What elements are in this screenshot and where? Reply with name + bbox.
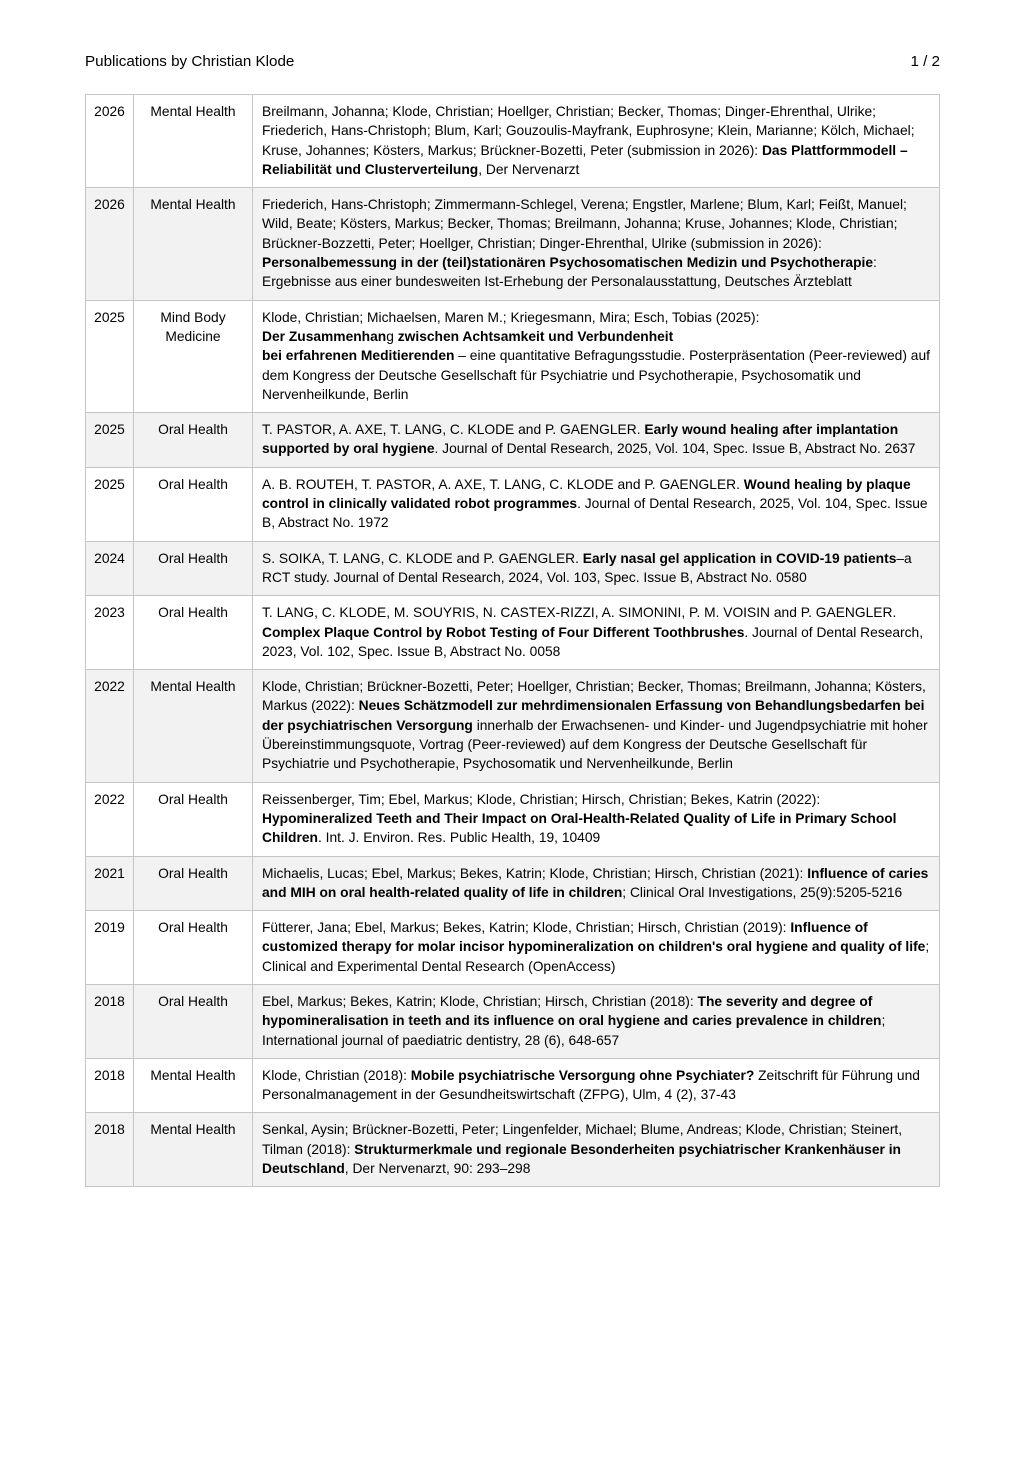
- category-cell: Mental Health: [134, 188, 253, 300]
- publication-cell: Breilmann, Johanna; Klode, Christian; Hoellger, Christian; Becker, Thomas; Dinger-Ehrenthal, Ulrike; Friederich, Hans-Christoph; Blum, Karl; Gouzoulis-Mayfrank, Euphrosyne; Klein, Marianne; Kölch, Michael; Kruse, Johannes; Kösters, Markus; Brückner-Bozetti, Peter (submission in 2026): Das Plattformmodell – Reliabilität und Clusterverteilung, Der Nervenarzt: [253, 95, 940, 188]
- publication-cell: Ebel, Markus; Bekes, Katrin; Klode, Christian; Hirsch, Christian (2018): The severity and degree of hypomineralisation in teeth and its influence on oral hygiene and caries prevalence in children; International journal of paediatric dentistry, 28 (6), 648-657: [253, 984, 940, 1058]
- table-row: [86, 596, 940, 670]
- page-number: 1 / 2: [910, 53, 940, 70]
- table-row: [86, 1058, 940, 1113]
- category-cell: Oral Health: [134, 782, 253, 856]
- publication-cell: A. B. ROUTEH, T. PASTOR, A. AXE, T. LANG, C. KLODE and P. GAENGLER. Wound healing by plaque control in clinically validated robot programmes. Journal of Dental Research, 2025, Vol. 104, Spec. Issue B, Abstract No. 1972: [253, 467, 940, 541]
- year-cell: 2025: [86, 467, 134, 541]
- category-cell: Mental Health: [134, 1113, 253, 1187]
- table-row: [86, 413, 940, 468]
- category-cell: Oral Health: [134, 984, 253, 1058]
- year-cell: 2019: [86, 911, 134, 985]
- category-cell: Oral Health: [134, 856, 253, 911]
- category-cell: Mind Body Medicine: [134, 300, 253, 412]
- table-row: [86, 541, 940, 596]
- publication-cell: Klode, Christian; Michaelsen, Maren M.; Kriegesmann, Mira; Esch, Tobias (2025): Der Zusammenhang zwischen Achtsamkeit und Verbundenheit bei erfahrenen Meditierenden – eine quantitative Befragungsstudie. Posterpräsentation (Peer-reviewed) auf dem Kongress der Deutsche Gesellschaft für Psychiatrie und Psychotherapie, Psychosomatik und Nervenheilkunde, Berlin: [253, 300, 940, 412]
- publication-cell: T. LANG, C. KLODE, M. SOUYRIS, N. CASTEX-RIZZI, A. SIMONINI, P. M. VOISIN and P. GAENGLER. Complex Plaque Control by Robot Testing of Four Different Toothbrushes. Journal of Dental Research, 2023, Vol. 102, Spec. Issue B, Abstract No. 0058: [253, 596, 940, 670]
- publications-table: [85, 94, 940, 1187]
- category-cell: Mental Health: [134, 1058, 253, 1113]
- category-cell: Oral Health: [134, 911, 253, 985]
- category-cell: Oral Health: [134, 413, 253, 468]
- year-cell: 2025: [86, 413, 134, 468]
- year-cell: 2022: [86, 782, 134, 856]
- publication-cell: Fütterer, Jana; Ebel, Markus; Bekes, Katrin; Klode, Christian; Hirsch, Christian (2019): Influence of customized therapy for molar incisor hypomineralization on children's oral hygiene and quality of life; Clinical and Experimental Dental Research (OpenAccess): [253, 911, 940, 985]
- year-cell: 2022: [86, 670, 134, 782]
- year-cell: 2026: [86, 95, 134, 188]
- table-row: [86, 670, 940, 782]
- table-row: [86, 1113, 940, 1187]
- page-header: [85, 52, 940, 72]
- category-cell: Oral Health: [134, 541, 253, 596]
- table-row: [86, 856, 940, 911]
- publication-cell: Klode, Christian; Brückner-Bozetti, Peter; Hoellger, Christian; Becker, Thomas; Breilmann, Johanna; Kösters, Markus (2022): Neues Schätzmodell zur mehrdimensionalen Erfassung von Behandlungsbedarfen bei der psychiatrischen Versorgung innerhalb der Erwachsenen- und Kinder- und Jugendpsychiatrie mit hoher Übereinstimmungsquote, Vortrag (Peer-reviewed) auf dem Kongress der Deutsche Gesellschaft für Psychiatrie und Psychotherapie, Psychosomatik und Nervenheilkunde, Berlin: [253, 670, 940, 782]
- table-row: [86, 95, 940, 188]
- publications-table-body: [86, 95, 940, 1187]
- table-row: [86, 467, 940, 541]
- year-cell: 2018: [86, 1113, 134, 1187]
- table-row: [86, 782, 940, 856]
- category-cell: Oral Health: [134, 467, 253, 541]
- table-row: [86, 984, 940, 1058]
- publication-cell: T. PASTOR, A. AXE, T. LANG, C. KLODE and P. GAENGLER. Early wound healing after implantation supported by oral hygiene. Journal of Dental Research, 2025, Vol. 104, Spec. Issue B, Abstract No. 2637: [253, 413, 940, 468]
- year-cell: 2018: [86, 984, 134, 1058]
- year-cell: 2024: [86, 541, 134, 596]
- category-cell: Oral Health: [134, 596, 253, 670]
- category-cell: Mental Health: [134, 670, 253, 782]
- year-cell: 2025: [86, 300, 134, 412]
- year-cell: 2023: [86, 596, 134, 670]
- table-row: [86, 188, 940, 300]
- publication-cell: S. SOIKA, T. LANG, C. KLODE and P. GAENGLER. Early nasal gel application in COVID-19 patients–a RCT study. Journal of Dental Research, 2024, Vol. 103, Spec. Issue B, Abstract No. 0580: [253, 541, 940, 596]
- table-row: [86, 300, 940, 412]
- category-cell: Mental Health: [134, 95, 253, 188]
- publication-cell: Friederich, Hans-Christoph; Zimmermann-Schlegel, Verena; Engstler, Marlene; Blum, Karl; Feißt, Manuel; Wild, Beate; Kösters, Markus; Becker, Thomas; Breilmann, Johanna; Kruse, Johannes; Klode, Christian; Brückner-Bozzetti, Peter; Hoellger, Christian; Dinger-Ehrenthal, Ulrike (submission in 2026): Personalbemessung in der (teil)stationären Psychosomatischen Medizin und Psychotherapie: Ergebnisse aus einer bundesweiten Ist-Erhebung der Personalausstattung, Deutsches Ärzteblatt: [253, 188, 940, 300]
- publication-cell: Klode, Christian (2018): Mobile psychiatrische Versorgung ohne Psychiater? Zeitschrift für Führung und Personalmanagement in der Gesundheitswirtschaft (ZFPG), Ulm, 4 (2), 37-43: [253, 1058, 940, 1113]
- year-cell: 2018: [86, 1058, 134, 1113]
- publication-cell: Senkal, Aysin; Brückner-Bozetti, Peter; Lingenfelder, Michael; Blume, Andreas; Klode, Christian; Steinert, Tilman (2018): Strukturmerkmale und regionale Besonderheiten psychiatrischer Krankenhäuser in Deutschland, Der Nervenarzt, 90: 293–298: [253, 1113, 940, 1187]
- page-title: Publications by Christian Klode: [85, 53, 295, 70]
- publication-cell: Reissenberger, Tim; Ebel, Markus; Klode, Christian; Hirsch, Christian; Bekes, Katrin (2022): Hypomineralized Teeth and Their Impact on Oral-Health-Related Quality of Life in Primary School Children. Int. J. Environ. Res. Public Health, 19, 10409: [253, 782, 940, 856]
- table-row: [86, 911, 940, 985]
- year-cell: 2021: [86, 856, 134, 911]
- publication-cell: Michaelis, Lucas; Ebel, Markus; Bekes, Katrin; Klode, Christian; Hirsch, Christian (2021): Influence of caries and MIH on oral health-related quality of life in children; Clinical Oral Investigations, 25(9):5205-5216: [253, 856, 940, 911]
- year-cell: 2026: [86, 188, 134, 300]
